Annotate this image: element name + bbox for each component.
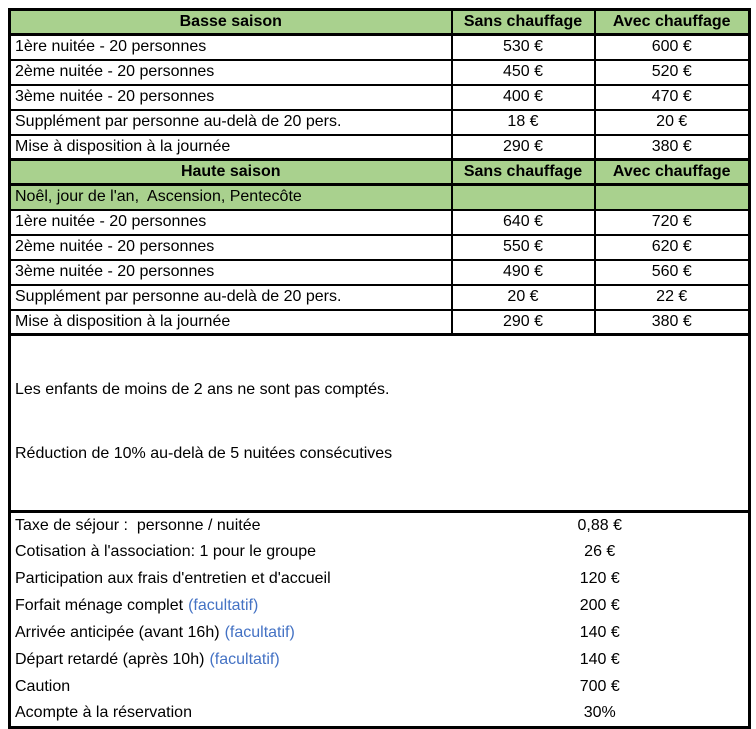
row-label: 3ème nuitée - 20 personnes — [10, 260, 452, 285]
fee-row — [10, 539, 750, 566]
fee-label — [10, 512, 452, 539]
fee-label — [10, 593, 452, 620]
row-label: 1ère nuitée - 20 personnes — [10, 35, 452, 60]
fee-label-text: Arrivée anticipée (avant 16h) — [15, 624, 220, 641]
fee-optional-tag: (facultatif) — [224, 624, 295, 641]
table-row — [10, 285, 750, 310]
fee-row — [10, 674, 750, 701]
fee-value: 0,88 € — [452, 512, 750, 539]
fee-value: 140 € — [579, 651, 620, 668]
row-label: 2ème nuitée - 20 personnes — [10, 235, 452, 260]
fee-label-text: Caution — [15, 678, 71, 695]
price-avec: 620 € — [595, 235, 750, 260]
column-header-sans-chauffage: Sans chauffage — [452, 10, 595, 35]
price-sans: 640 € — [452, 210, 595, 235]
fee-label-text: Acompte à la réservation — [15, 704, 192, 722]
fee-row — [10, 566, 750, 593]
fee-label-text: Départ retardé (après 10h) — [15, 651, 205, 668]
price-sans: 290 € — [452, 135, 595, 160]
row-label: Mise à disposition à la journée — [10, 135, 452, 160]
price-avec: 720 € — [595, 210, 750, 235]
haute-saison-title: Haute saison — [10, 160, 452, 185]
notes-cell — [10, 335, 750, 512]
fee-row — [10, 593, 750, 620]
notes-row — [10, 335, 750, 512]
fee-value: 200 € — [579, 597, 620, 614]
pricing-sheet — [8, 8, 748, 729]
fee-label — [10, 620, 452, 647]
price-sans: 400 € — [452, 85, 595, 110]
basse-saison-header-row — [10, 10, 750, 35]
row-label: Supplément par personne au-delà de 20 pers. — [10, 285, 452, 310]
row-label: 2ème nuitée - 20 personnes — [10, 60, 452, 85]
price-sans: 450 € — [452, 60, 595, 85]
price-avec: 520 € — [595, 60, 750, 85]
column-header-sans-chauffage: Sans chauffage — [452, 160, 595, 185]
pricing-table — [8, 8, 751, 729]
price-avec: 22 € — [595, 285, 750, 310]
table-row — [10, 310, 750, 335]
row-label: Supplément par personne au-delà de 20 pers. — [10, 110, 452, 135]
price-avec: 380 € — [595, 310, 750, 335]
fee-label-text: Cotisation à l'association: 1 pour le groupe — [15, 543, 317, 560]
price-sans: 290 € — [452, 310, 595, 335]
price-avec: 470 € — [595, 85, 750, 110]
price-avec: 560 € — [595, 260, 750, 285]
table-row — [10, 260, 750, 285]
holidays-empty-cell — [595, 185, 750, 210]
fee-value: 700 € — [579, 678, 620, 695]
row-label: 3ème nuitée - 20 personnes — [10, 85, 452, 110]
holidays-row — [10, 185, 750, 210]
table-row — [10, 110, 750, 135]
fee-row — [10, 701, 750, 728]
price-sans: 20 € — [452, 285, 595, 310]
fee-label — [10, 674, 452, 701]
table-row — [10, 35, 750, 60]
price-sans: 490 € — [452, 260, 595, 285]
table-row — [10, 135, 750, 160]
price-sans: 550 € — [452, 235, 595, 260]
price-sans: 530 € — [452, 35, 595, 60]
note-line: Les enfants de moins de 2 ans ne sont pas comptés. — [15, 381, 390, 398]
fee-value: 26 € — [584, 543, 616, 560]
fee-optional-tag: (facultatif) — [209, 651, 280, 668]
fee-row — [10, 512, 750, 539]
table-row — [10, 210, 750, 235]
note-line: Réduction de 10% au-delà de 5 nuitées consécutives — [15, 445, 393, 462]
table-row — [10, 235, 750, 260]
holidays-empty-cell — [452, 185, 595, 210]
haute-saison-header-row — [10, 160, 750, 185]
price-avec: 380 € — [595, 135, 750, 160]
row-label: Mise à disposition à la journée — [10, 310, 452, 335]
fee-label — [10, 701, 452, 728]
fee-label — [10, 566, 452, 593]
price-sans: 18 € — [452, 110, 595, 135]
fee-label-text: Participation aux frais d'entretien et d'accueil — [15, 570, 331, 587]
price-avec: 20 € — [595, 110, 750, 135]
fee-label-text: Taxe de séjour : personne / nuitée — [15, 516, 261, 534]
holidays-label: Noêl, jour de l'an, Ascension, Pentecôte — [10, 185, 452, 210]
price-avec: 600 € — [595, 35, 750, 60]
column-header-avec-chauffage: Avec chauffage — [595, 10, 750, 35]
fee-value: 30% — [583, 704, 616, 722]
fee-value: 120 € — [579, 570, 620, 587]
table-row — [10, 85, 750, 110]
fee-label — [10, 539, 452, 566]
fee-row — [10, 620, 750, 647]
fee-label-text: Forfait ménage complet — [15, 597, 184, 614]
table-row — [10, 60, 750, 85]
fee-optional-tag: (facultatif) — [188, 597, 259, 614]
fee-value: 140 € — [579, 624, 620, 641]
basse-saison-title: Basse saison — [10, 10, 452, 35]
column-header-avec-chauffage: Avec chauffage — [595, 160, 750, 185]
row-label: 1ère nuitée - 20 personnes — [10, 210, 452, 235]
